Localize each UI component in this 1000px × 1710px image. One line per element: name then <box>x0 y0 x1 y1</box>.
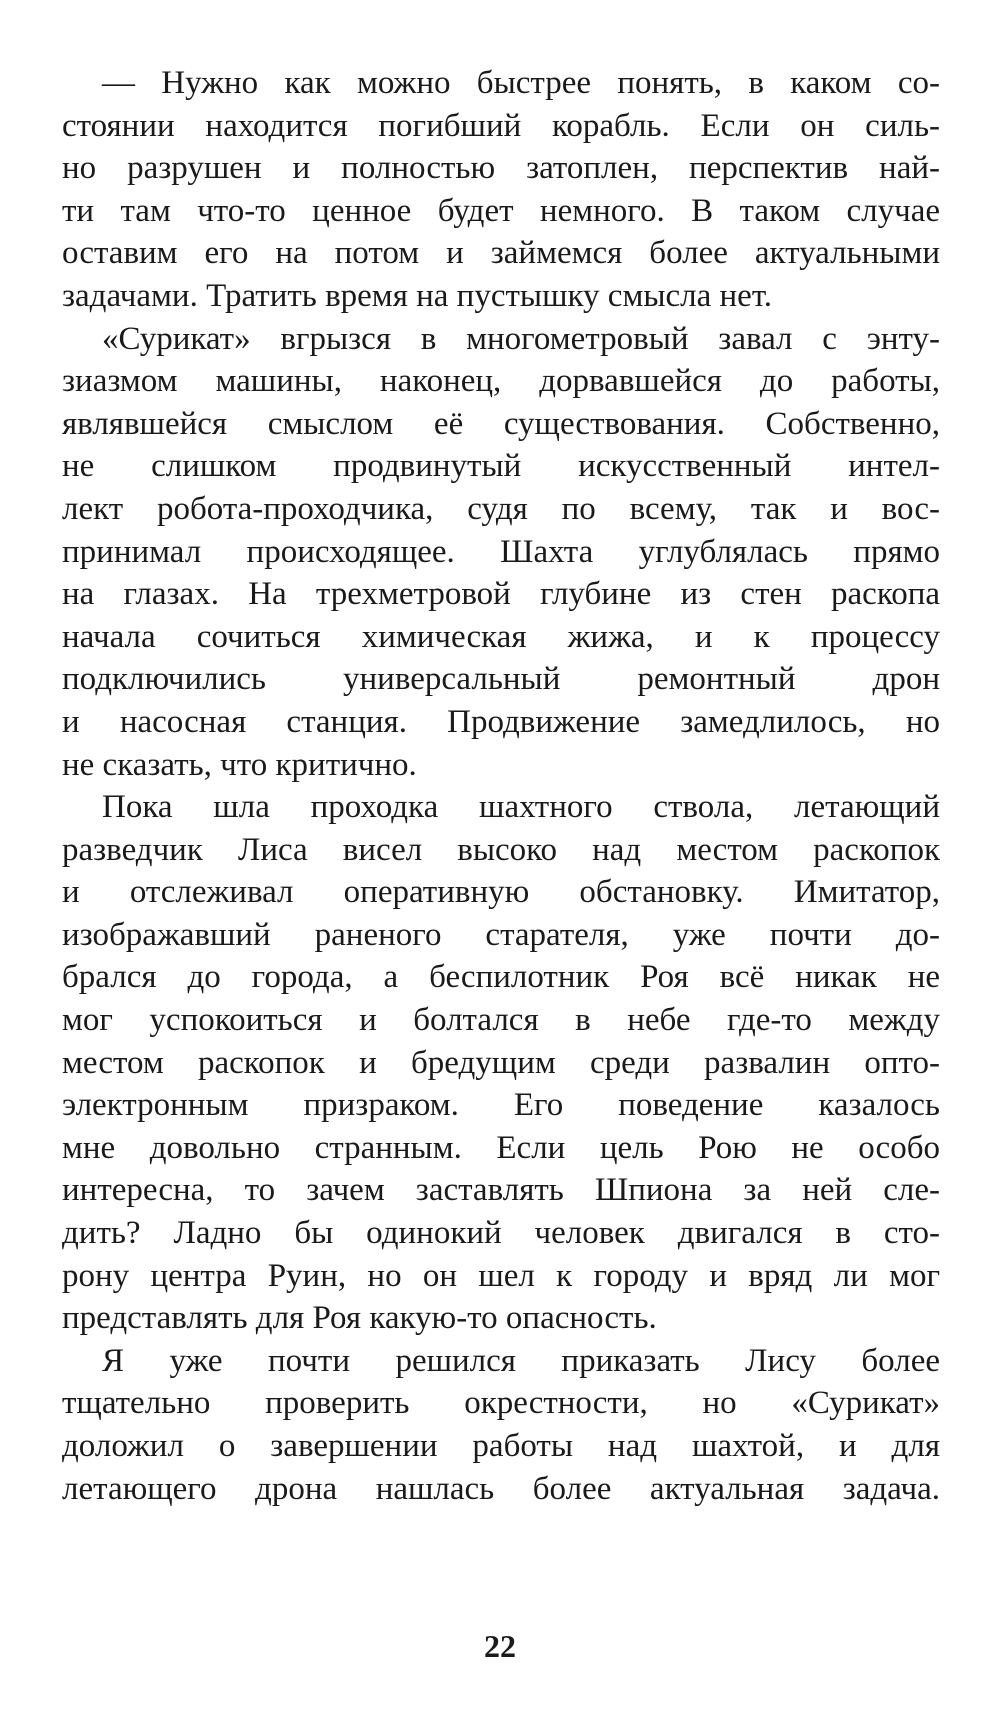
text-line: начала сочиться химическая жижа, и к процессу <box>62 618 940 655</box>
text-line: лект робота-проходчика, судя по всему, так и вос- <box>62 490 940 527</box>
text-line: принимал происходящее. Шахта углублялась прямо <box>62 533 940 570</box>
text-line: летающего дрона нашлась более актуальная задача. <box>62 1470 940 1507</box>
text-line: дить? Ладно бы одинокий человек двигался в сто- <box>62 1215 940 1252</box>
page-number: 22 <box>484 1628 516 1664</box>
text-line: тщательно проверить окрестности, но «Сурикат» <box>62 1385 940 1422</box>
text-line: местом раскопок и бредущим среди развалин опто- <box>62 1044 940 1081</box>
text-line: электронным призраком. Его поведение казалось <box>62 1087 940 1124</box>
text-line: но разрушен и полностью затоплен, перспектив най- <box>62 150 940 187</box>
text-line: Пока шла проходка шахтного ствола, летающий <box>102 789 940 826</box>
text-line: «Сурикат» вгрызся в многометровый завал с энту- <box>102 320 940 357</box>
text-line: рону центра Руин, но он шел к городу и вряд ли мог <box>62 1257 940 1294</box>
text-line: являвшейся смыслом её существования. Собственно, <box>62 405 940 442</box>
text-line: не сказать, что критично. <box>62 746 417 783</box>
book-page-text <box>62 62 940 1510</box>
paragraph <box>62 1340 940 1510</box>
text-line: стоянии находится погибший корабль. Если он силь- <box>62 107 940 144</box>
text-line: и отслеживал оперативную обстановку. Имитатор, <box>62 874 940 911</box>
text-line: брался до города, а беспилотник Роя всё никак не <box>62 959 940 996</box>
text-line: Я уже почти решился приказать Лису более <box>102 1342 940 1379</box>
text-line: на глазах. На трехметровой глубине из стен раскопа <box>62 576 940 613</box>
text-line: изображавший раненого старателя, уже почти до- <box>62 916 940 953</box>
text-line: задачами. Тратить время на пустышку смысла нет. <box>62 277 773 314</box>
text-line: мне довольно странным. Если цель Рою не особо <box>62 1129 940 1166</box>
paragraph <box>62 62 940 318</box>
text-line: разведчик Лиса висел высоко над местом раскопок <box>62 831 940 868</box>
paragraph <box>62 786 940 1340</box>
text-line: и насосная станция. Продвижение замедлилось, но <box>62 703 940 740</box>
text-line: ти там что-то ценное будет немного. В таком случае <box>62 192 940 229</box>
text-line: представлять для Роя какую-то опасность. <box>62 1300 657 1337</box>
text-line: доложил о завершении работы над шахтой, и для <box>62 1428 940 1464</box>
text-line: оставим его на потом и займемся более актуальными <box>62 235 940 272</box>
text-line: не слишком продвинутый искусственный интел- <box>62 448 940 485</box>
text-line: интересна, то зачем заставлять Шпиона за ней сле- <box>62 1172 940 1209</box>
text-line: мог успокоиться и болтался в небе где-то между <box>62 1002 940 1039</box>
paragraph <box>62 318 940 787</box>
text-line: — Нужно как можно быстрее понять, в каком со- <box>102 65 940 101</box>
text-line: подключились универсальный ремонтный дрон <box>62 661 940 698</box>
text-line: зиазмом машины, наконец, дорвавшейся до работы, <box>62 363 940 400</box>
